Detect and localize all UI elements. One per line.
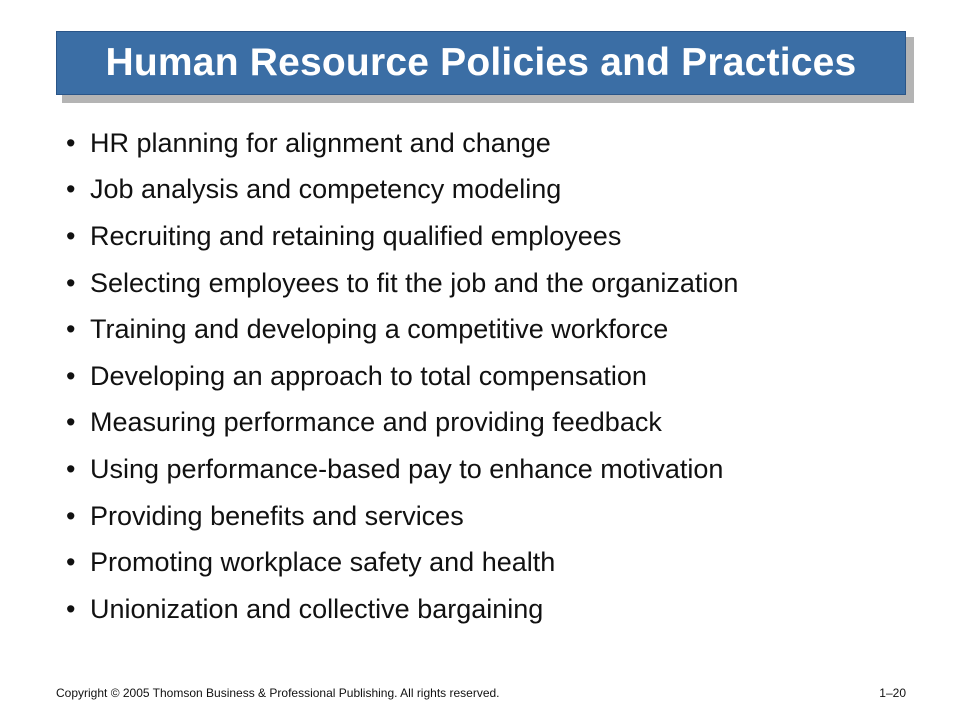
- bullet-text: Training and developing a competitive workforce: [90, 314, 669, 345]
- bullet-icon: •: [66, 453, 76, 484]
- bullet-icon: •: [66, 593, 76, 624]
- bullet-item: [66, 493, 738, 540]
- bullet-icon: •: [66, 547, 76, 578]
- bullet-item: [66, 167, 738, 214]
- bullet-text: HR planning for alignment and change: [90, 127, 551, 158]
- bullet-text: Selecting employees to fit the job and the organization: [90, 267, 739, 298]
- bullet-item: [66, 539, 738, 586]
- footer-copyright: Copyright © 2005 Thomson Business & Professional Publishing. All rights reserved.: [56, 686, 500, 700]
- bullet-text: Promoting workplace safety and health: [90, 547, 556, 578]
- bullet-item: [66, 446, 738, 493]
- bullet-icon: •: [66, 500, 76, 531]
- bullet-icon: •: [66, 314, 76, 345]
- bullet-text: Recruiting and retaining qualified employees: [90, 220, 622, 251]
- bullet-text: Measuring performance and providing feedback: [90, 407, 662, 438]
- page-number: 1–20: [879, 686, 906, 700]
- bullet-text: Providing benefits and services: [90, 500, 464, 531]
- bullet-icon: •: [66, 220, 76, 251]
- bullet-item: [66, 260, 738, 307]
- bullet-item: [66, 306, 738, 353]
- bullet-icon: •: [66, 267, 76, 298]
- slide-title: Human Resource Policies and Practices: [105, 41, 857, 84]
- bullet-text: Using performance-based pay to enhance motivation: [90, 453, 724, 484]
- bullet-list: [66, 120, 738, 633]
- bullet-icon: •: [66, 360, 76, 391]
- bullet-icon: •: [66, 127, 76, 158]
- bullet-item: [66, 120, 738, 167]
- bullet-icon: •: [66, 407, 76, 438]
- bullet-text: Job analysis and competency modeling: [90, 174, 562, 205]
- bullet-text: Unionization and collective bargaining: [90, 593, 544, 624]
- bullet-icon: •: [66, 174, 76, 205]
- bullet-item: [66, 400, 738, 447]
- bullet-item: [66, 353, 738, 400]
- bullet-item: [66, 586, 738, 633]
- bullet-item: [66, 213, 738, 260]
- bullet-text: Developing an approach to total compensation: [90, 360, 647, 391]
- title-banner: [56, 31, 906, 95]
